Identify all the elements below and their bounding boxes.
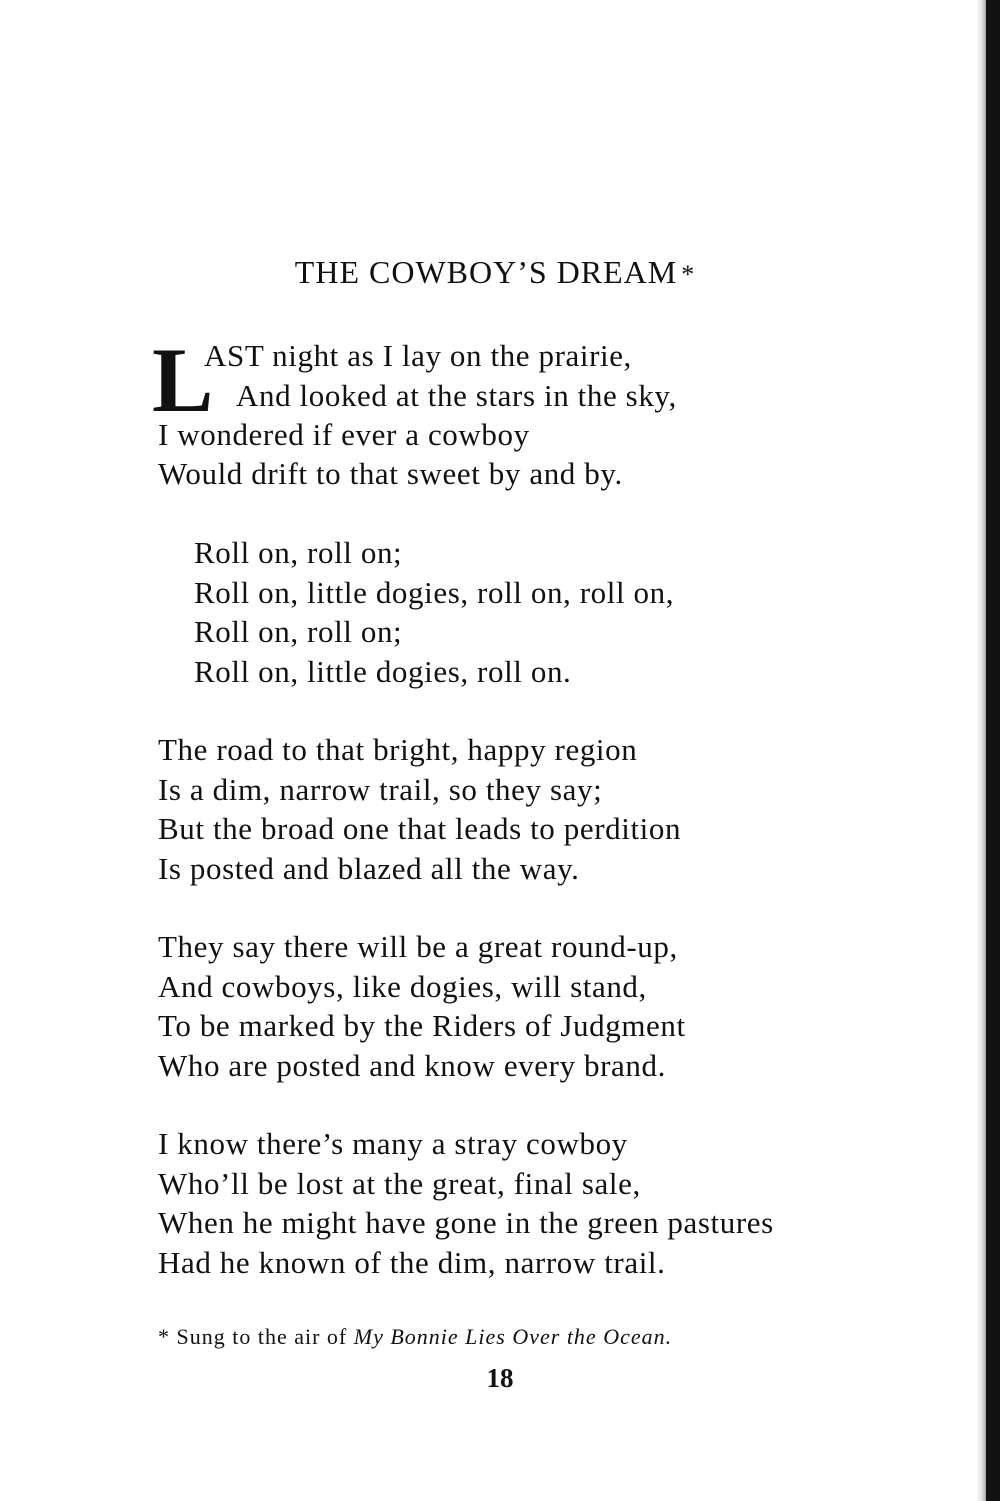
refrain-line-1: Roll on, roll on; bbox=[194, 535, 403, 570]
footnote-prefix: * Sung to the air of bbox=[158, 1324, 348, 1349]
stanza-1-line-1: AST night as I lay on the prairie, bbox=[204, 338, 632, 373]
stanza-4-line-3: When he might have gone in the green pastures bbox=[158, 1205, 774, 1240]
stanza-2-line-2: Is a dim, narrow trail, so they say; bbox=[158, 771, 603, 807]
stanza-3-line-2: And cowboys, like dogies, will stand, bbox=[158, 968, 647, 1004]
stanza-2-line-4: Is posted and blazed all the way. bbox=[158, 850, 580, 886]
stanza-2 bbox=[158, 730, 681, 888]
poem-title-text: THE COWBOY’S DREAM bbox=[294, 254, 678, 290]
stanza-1-line-4: Would drift to that sweet by and by. bbox=[158, 456, 623, 491]
book-spine-edge bbox=[986, 0, 1000, 1501]
stanza-1-line-2: And looked at the stars in the sky, bbox=[236, 378, 677, 413]
footnote-tune-title: My Bonnie Lies Over the Ocean. bbox=[353, 1324, 673, 1349]
stanza-4 bbox=[158, 1124, 774, 1282]
drop-cap: L bbox=[152, 329, 214, 431]
stanza-3-line-1: They say there will be a great round-up, bbox=[158, 929, 678, 964]
stanza-2-line-1: The road to that bright, happy region bbox=[158, 732, 638, 767]
refrain bbox=[194, 533, 674, 691]
stanza-3-line-4: Who are posted and know every brand. bbox=[158, 1047, 666, 1083]
page-gutter-shadow bbox=[976, 0, 986, 1501]
footnote bbox=[158, 1322, 672, 1352]
stanza-4-line-4: Had he known of the dim, narrow trail. bbox=[158, 1244, 666, 1280]
refrain-line-3: Roll on, roll on; bbox=[194, 614, 403, 649]
stanza-2-line-3: But the broad one that leads to perdition bbox=[158, 811, 682, 846]
poem-title bbox=[0, 250, 990, 297]
page-number: 18 bbox=[486, 1363, 514, 1393]
stanza-3 bbox=[158, 927, 686, 1085]
refrain-line-2: Roll on, little dogies, roll on, roll on, bbox=[194, 574, 675, 610]
stanza-3-line-3: To be marked by the Riders of Judgment bbox=[158, 1008, 686, 1043]
stanza-1-line-3: I wondered if ever a cowboy bbox=[158, 417, 530, 452]
refrain-line-4: Roll on, little dogies, roll on. bbox=[194, 653, 572, 689]
stanza-4-line-1: I know there’s many a stray cowboy bbox=[158, 1126, 628, 1161]
footnote-marker: * bbox=[681, 260, 696, 289]
stanza-4-line-2: Who’ll be lost at the great, final sale, bbox=[158, 1165, 641, 1201]
stanza-1 bbox=[152, 329, 852, 506]
